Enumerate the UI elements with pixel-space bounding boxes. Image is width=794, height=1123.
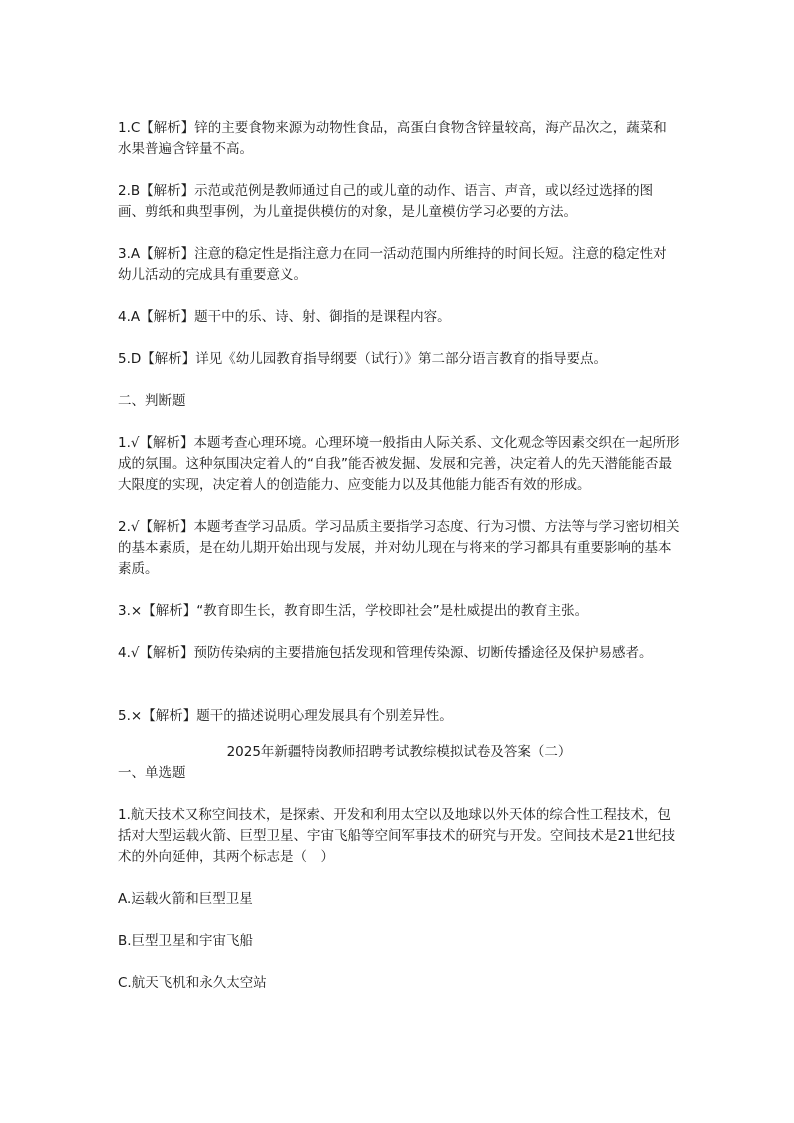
judgment-answer-3: 3.×【解析】“教育即生长，教育即生活，学校即社会”是杜威提出的教育主张。 xyxy=(118,603,589,619)
answer-4: 4.A【解析】题干中的乐、诗、射、御指的是课程内容。 xyxy=(118,309,451,325)
section-heading-judgment: 二、判断题 xyxy=(118,393,186,409)
document-title: 2025年新疆特岗教师招聘考试教综模拟试卷及答案（二） xyxy=(226,744,572,760)
answer-2: 2.B【解析】示范或范例是教师通过自己的或儿童的动作、语言、声音，或以经过选择的图画、剪纸和典型事例，为儿童提供模仿的对象，是儿童模仿学习必要的方法。 xyxy=(118,183,654,220)
option-b: B.巨型卫星和宇宙飞船 xyxy=(118,933,254,949)
answer-1: 1.C【解析】锌的主要食物来源为动物性食品，高蛋白食物含锌量较高，海产品次之，蔬菜和水果普遍含锌量不高。 xyxy=(118,120,667,157)
answer-section xyxy=(118,118,680,727)
question-section xyxy=(118,763,680,994)
judgment-answer-1: 1.√【解析】本题考查心理环境。心理环境一般指由人际关系、文化观念等因素交织在一起所形成的氛围。这种氛围决定着人的“自我”能否被发掘、发展和完善，决定着人的先天潜能能否最大限度的实现，决定着人的创造能力、应变能力以及其他能力能否有效的形成。 xyxy=(118,435,680,493)
judgment-answer-2: 2.√【解析】本题考查学习品质。学习品质主要指学习态度、行为习惯、方法等与学习密切相关的基本素质，是在幼儿期开始出现与发展，并对幼儿现在与将来的学习都具有重要影响的基本素质。 xyxy=(118,519,680,577)
option-a: A.运载火箭和巨型卫星 xyxy=(118,891,253,907)
judgment-answer-4: 4.√【解析】预防传染病的主要措施包括发现和管理传染源、切断传播途径及保护易感者。 xyxy=(118,645,653,661)
judgment-answer-5: 5.×【解析】题干的描述说明心理发展具有个别差异性。 xyxy=(118,708,453,724)
answer-5: 5.D【解析】详见《幼儿园教育指导纲要（试行）》第二部分语言教育的指导要点。 xyxy=(118,351,608,367)
section-heading-single: 一、单选题 xyxy=(118,765,186,781)
option-c: C.航天飞机和永久太空站 xyxy=(118,975,267,991)
answer-3: 3.A【解析】注意的稳定性是指注意力在同一活动范围内所维持的时间长短。注意的稳定性对幼儿活动的完成具有重要意义。 xyxy=(118,246,667,283)
question-1: 1.航天技术又称空间技术，是探索、开发和利用太空以及地球以外天体的综合性工程技术，包括对大型运载火箭、巨型卫星、宇宙飞船等空间军事技术的研究与开发。空间技术是21世纪技术的外向延伸，其两个标志是（ ） xyxy=(118,807,676,865)
